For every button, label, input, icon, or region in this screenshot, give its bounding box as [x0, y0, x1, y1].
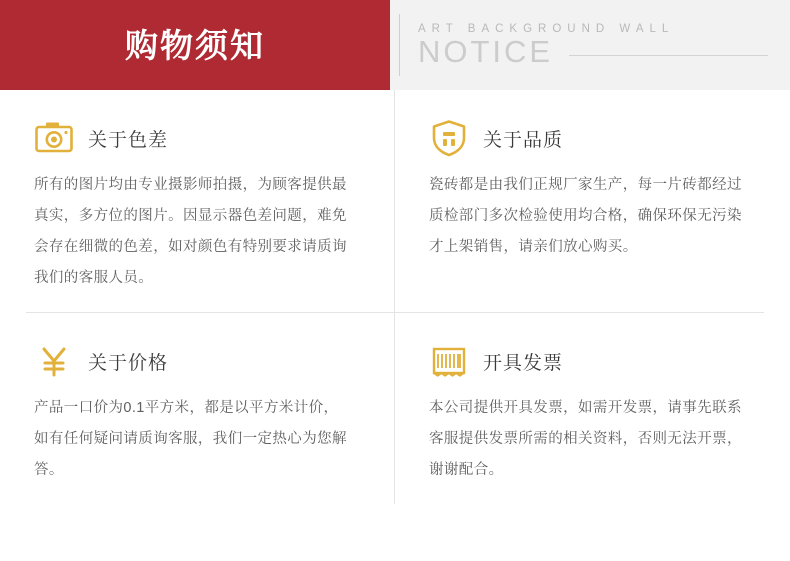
notice-cell-title: 关于品质 — [483, 129, 564, 151]
notice-grid — [0, 90, 790, 504]
notice-cell-quality — [395, 90, 790, 312]
page-header — [0, 0, 790, 90]
yen-price-icon — [34, 341, 74, 381]
notice-cell-invoice — [395, 313, 790, 504]
notice-cell-header — [34, 116, 352, 160]
notice-row-2 — [0, 313, 790, 504]
header-title-block — [0, 0, 390, 90]
notice-row-1 — [0, 90, 790, 312]
camera-icon — [34, 118, 74, 158]
notice-cell-price — [0, 313, 395, 504]
notice-cell-body: 产品一口价为0.1平方米，都是以平方米计价，如有任何疑问请质询客服，我们一定热心为您解答。 — [34, 400, 347, 478]
header-horizontal-rule — [569, 55, 768, 56]
notice-cell-color — [0, 90, 395, 312]
notice-cell-body: 本公司提供开具发票，如需开发票，请事先联系客服提供发票所需的相关资料，否则无法开票，谢谢配合。 — [429, 400, 742, 478]
notice-cell-header — [34, 339, 352, 383]
page-title: 购物须知 — [125, 26, 265, 64]
header-notice-row — [418, 36, 790, 67]
notice-cell-title: 开具发票 — [483, 352, 564, 374]
notice-cell-header — [429, 339, 748, 383]
header-english-subtitle: ART BACKGROUND WALL — [418, 23, 675, 35]
notice-cell-title: 关于色差 — [88, 129, 169, 151]
header-notice-word: NOTICE — [418, 34, 554, 69]
notice-cell-title: 关于价格 — [88, 352, 169, 374]
header-vertical-divider — [399, 14, 400, 76]
invoice-icon — [429, 341, 469, 381]
notice-cell-body: 所有的图片均由专业摄影师拍摄，为顾客提供最真实，多方位的图片。因显示器色差问题，难免会存在细微的色差，如对颜色有特别要求请质询我们的客服人员。 — [34, 177, 347, 286]
header-subtitle-block — [390, 0, 790, 90]
notice-cell-body: 瓷砖都是由我们正规厂家生产，每一片砖都经过质检部门多次检验使用均合格，确保环保无污染才上架销售，请亲们放心购买。 — [429, 177, 742, 255]
bottom-spacer — [0, 504, 790, 554]
shield-quality-icon — [429, 118, 469, 158]
notice-cell-header — [429, 116, 748, 160]
